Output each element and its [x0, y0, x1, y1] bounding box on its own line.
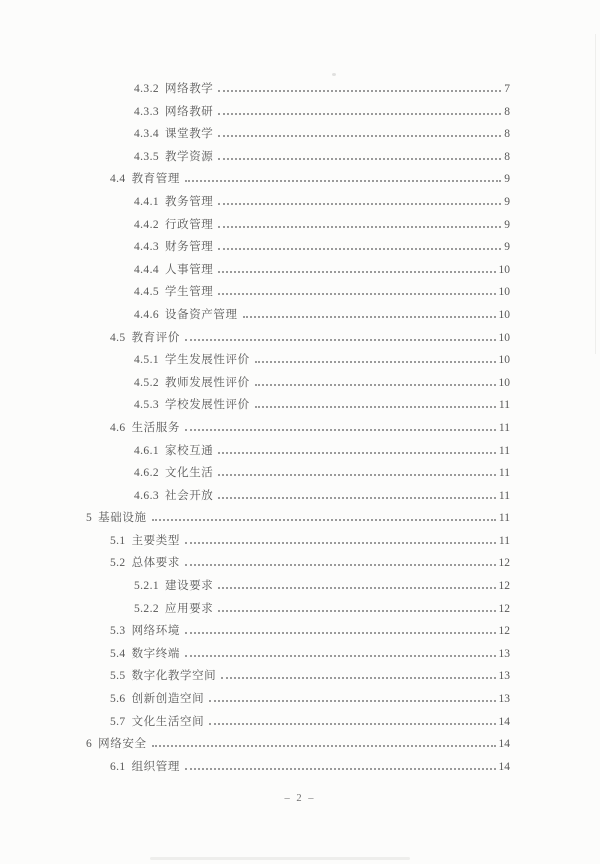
toc-entry	[134, 191, 510, 214]
toc-dot-leader	[218, 587, 495, 589]
page-footer	[0, 793, 600, 804]
toc-dot-leader	[209, 700, 495, 702]
toc-entry-page-number: 12	[498, 580, 510, 593]
toc-entry-number: 4.4.2	[134, 218, 159, 231]
toc-entry	[110, 620, 510, 643]
toc-entry-number: 4.6.3	[134, 489, 159, 502]
toc-entry-number: 4.6.1	[134, 444, 159, 457]
toc-entry-title: 网络教学	[165, 83, 214, 95]
toc-entry-number: 5.1	[110, 534, 126, 547]
toc-dot-leader	[255, 361, 496, 363]
toc-entry-number: 5.2.1	[134, 580, 159, 593]
toc-entry-title: 社会开放	[165, 489, 214, 502]
toc-entry-number: 4.4	[110, 173, 126, 186]
toc-entry-title: 课堂教学	[165, 128, 214, 141]
toc-entry-page-number: 11	[498, 399, 510, 412]
toc-entry-title: 创新创造空间	[131, 693, 205, 706]
toc-entry	[110, 327, 510, 350]
toc-entry-page-number: 11	[498, 444, 510, 457]
toc-entry-page-number: 9	[504, 195, 510, 208]
toc-entry-page-number: 10	[498, 376, 510, 389]
toc-entry	[134, 394, 510, 417]
toc-entry	[110, 665, 510, 688]
toc-entry-page-number: 11	[498, 421, 510, 434]
toc-entry	[134, 259, 510, 282]
toc-entry-title: 组织管理	[131, 760, 180, 773]
toc-entry-page-number: 13	[498, 670, 510, 683]
toc-dot-leader	[209, 723, 495, 725]
toc-dot-leader	[218, 226, 501, 228]
toc-entry-title: 基础设施	[98, 512, 147, 525]
toc-dot-leader	[218, 158, 501, 160]
toc-entry	[134, 372, 510, 395]
scan-smudge-artifact	[150, 857, 410, 860]
toc-entry-number: 4.3.2	[134, 83, 159, 95]
toc-entry-title: 网络环境	[131, 625, 180, 638]
toc-entry-title: 设备资产管理	[165, 308, 238, 321]
toc-entry	[134, 123, 510, 146]
toc-dot-leader	[218, 497, 496, 499]
toc-entry-page-number: 9	[504, 241, 510, 254]
toc-entry	[110, 711, 510, 734]
toc-dot-leader	[185, 542, 496, 544]
toc-entry-title: 学生管理	[165, 286, 214, 299]
page-number: – 2 –	[284, 793, 316, 804]
toc-entry-number: 4.3.5	[134, 150, 159, 163]
toc-entry-number: 5.3	[110, 625, 126, 638]
toc-entry-number: 4.4.5	[134, 286, 159, 299]
toc-entry-title: 学生发展性评价	[165, 354, 250, 367]
toc-entry-number: 4.4.4	[134, 263, 159, 276]
toc-entry-number: 4.4.1	[134, 195, 159, 208]
toc-dot-leader	[185, 429, 496, 431]
toc-entry-number: 4.6	[110, 421, 126, 434]
toc-entry	[86, 507, 510, 530]
toc-entry-number: 5.6	[110, 693, 126, 706]
toc-entry-number: 5	[86, 512, 93, 525]
toc-dot-leader	[185, 768, 496, 770]
toc-entry-number: 4.4.6	[134, 308, 159, 321]
toc-dot-leader	[185, 180, 501, 182]
toc-entry-title: 网络教研	[165, 105, 214, 118]
toc-entry-page-number: 7	[504, 83, 510, 95]
toc-entry	[134, 440, 510, 463]
toc-entry	[110, 643, 510, 666]
toc-entry-page-number: 10	[498, 308, 510, 321]
toc-entry-page-number: 8	[504, 150, 510, 163]
toc-entry-title: 数字化教学空间	[131, 670, 217, 683]
toc-dot-leader	[218, 90, 501, 92]
toc-dot-leader	[243, 316, 496, 318]
toc-dot-leader	[185, 655, 496, 657]
toc-dot-leader	[152, 745, 496, 747]
toc-entry-number: 4.5.2	[134, 376, 159, 389]
toc-entry	[110, 530, 510, 553]
toc-entry-title: 行政管理	[165, 218, 214, 231]
toc-dot-leader	[185, 632, 496, 634]
toc-entry-page-number: 11	[498, 534, 510, 547]
toc-dot-leader	[152, 519, 496, 521]
toc-dot-leader	[218, 610, 495, 612]
toc-entry-number: 4.6.2	[134, 467, 159, 480]
toc-entry-number: 5.5	[110, 670, 126, 683]
toc-entry-number: 5.2.2	[134, 602, 159, 615]
toc-entry	[134, 304, 510, 327]
toc-entry-number: 4.5	[110, 331, 126, 344]
toc-entry	[110, 688, 510, 711]
toc-entry-title: 教育管理	[131, 173, 180, 186]
toc-entry	[134, 101, 510, 124]
toc-entry	[134, 575, 510, 598]
toc-entry-number: 4.4.3	[134, 241, 159, 254]
toc-entry	[134, 146, 510, 169]
toc-entry-title: 教务管理	[165, 195, 214, 208]
toc-entry-page-number: 14	[498, 715, 510, 728]
toc-entry-number: 5.2	[110, 557, 126, 570]
toc-entry-title: 家校互通	[165, 444, 214, 457]
toc-entry	[134, 349, 510, 372]
toc-entry	[134, 598, 510, 621]
toc-dot-leader	[218, 452, 496, 454]
toc-entry-page-number: 13	[498, 693, 510, 706]
toc-entry-number: 5.7	[110, 715, 126, 728]
toc-entry	[134, 281, 510, 304]
toc-entry-title: 财务管理	[165, 241, 214, 254]
toc-entry	[134, 462, 510, 485]
toc-entry-title: 文化生活	[165, 467, 214, 480]
toc-dot-leader	[218, 474, 496, 476]
toc-entry-page-number: 11	[498, 512, 510, 525]
toc-entry	[134, 236, 510, 259]
toc-entry-page-number: 10	[498, 331, 510, 344]
toc-dot-leader	[218, 135, 501, 137]
toc-entry-page-number: 14	[498, 738, 510, 751]
toc-entry-page-number: 8	[504, 105, 510, 118]
toc-entry-title: 生活服务	[131, 421, 180, 434]
toc-entry-title: 网络安全	[98, 738, 147, 751]
scan-speck-artifact	[332, 73, 336, 76]
toc-dot-leader	[218, 271, 495, 273]
toc-entry-title: 建设要求	[165, 580, 214, 593]
toc-entry	[86, 733, 510, 756]
toc-entry-page-number: 10	[498, 263, 510, 276]
toc-dot-leader	[255, 384, 496, 386]
toc-entry-title: 总体要求	[131, 557, 180, 570]
toc-entry-number: 6	[86, 738, 93, 751]
toc-dot-leader	[218, 203, 501, 205]
toc-entry	[110, 552, 510, 575]
toc-entry-title: 文化生活空间	[131, 715, 205, 728]
toc-entry-page-number: 14	[498, 760, 510, 773]
toc-entry-title: 教学资源	[165, 150, 214, 163]
toc-dot-leader	[218, 248, 501, 250]
toc-entry-title: 数字终端	[131, 647, 180, 660]
toc-entry-page-number: 11	[498, 467, 510, 480]
toc-entry-title: 教育评价	[131, 331, 180, 344]
toc-entry-page-number: 12	[498, 602, 510, 615]
toc-dot-leader	[218, 113, 501, 115]
toc-entry-number: 4.5.1	[134, 354, 159, 367]
toc-entry-number: 4.5.3	[134, 399, 159, 412]
toc-entry	[110, 417, 510, 440]
toc-entry-title: 教师发展性评价	[165, 376, 250, 389]
toc-dot-leader	[255, 406, 496, 408]
toc-entry	[134, 78, 510, 101]
toc-entry-title: 人事管理	[165, 263, 214, 276]
toc-entry-page-number: 10	[498, 354, 510, 367]
toc-entry	[134, 485, 510, 508]
toc-dot-leader	[185, 339, 496, 341]
toc-entry-title: 学校发展性评价	[165, 399, 250, 412]
toc-entry-number: 5.4	[110, 647, 126, 660]
toc-entry-number: 4.3.3	[134, 105, 159, 118]
toc-entry	[134, 214, 510, 237]
toc-dot-leader	[221, 677, 495, 679]
toc-entry-page-number: 12	[498, 625, 510, 638]
toc-dot-leader	[218, 293, 495, 295]
toc-entry-number: 6.1	[110, 760, 126, 773]
toc-entry	[110, 168, 510, 191]
toc-entry-page-number: 9	[504, 218, 510, 231]
toc-entry-title: 应用要求	[165, 602, 214, 615]
toc-dot-leader	[185, 564, 496, 566]
toc-entry-page-number: 12	[498, 557, 510, 570]
toc-entry-page-number: 8	[504, 128, 510, 141]
table-of-contents	[0, 78, 600, 778]
toc-entry-page-number: 9	[504, 173, 510, 186]
toc-entry-page-number: 10	[498, 286, 510, 299]
toc-entry-page-number: 13	[498, 647, 510, 660]
toc-entry-page-number: 11	[498, 489, 510, 502]
toc-entry-title: 主要类型	[131, 534, 180, 547]
toc-entry	[110, 756, 510, 779]
toc-entry-number: 4.3.4	[134, 128, 159, 141]
